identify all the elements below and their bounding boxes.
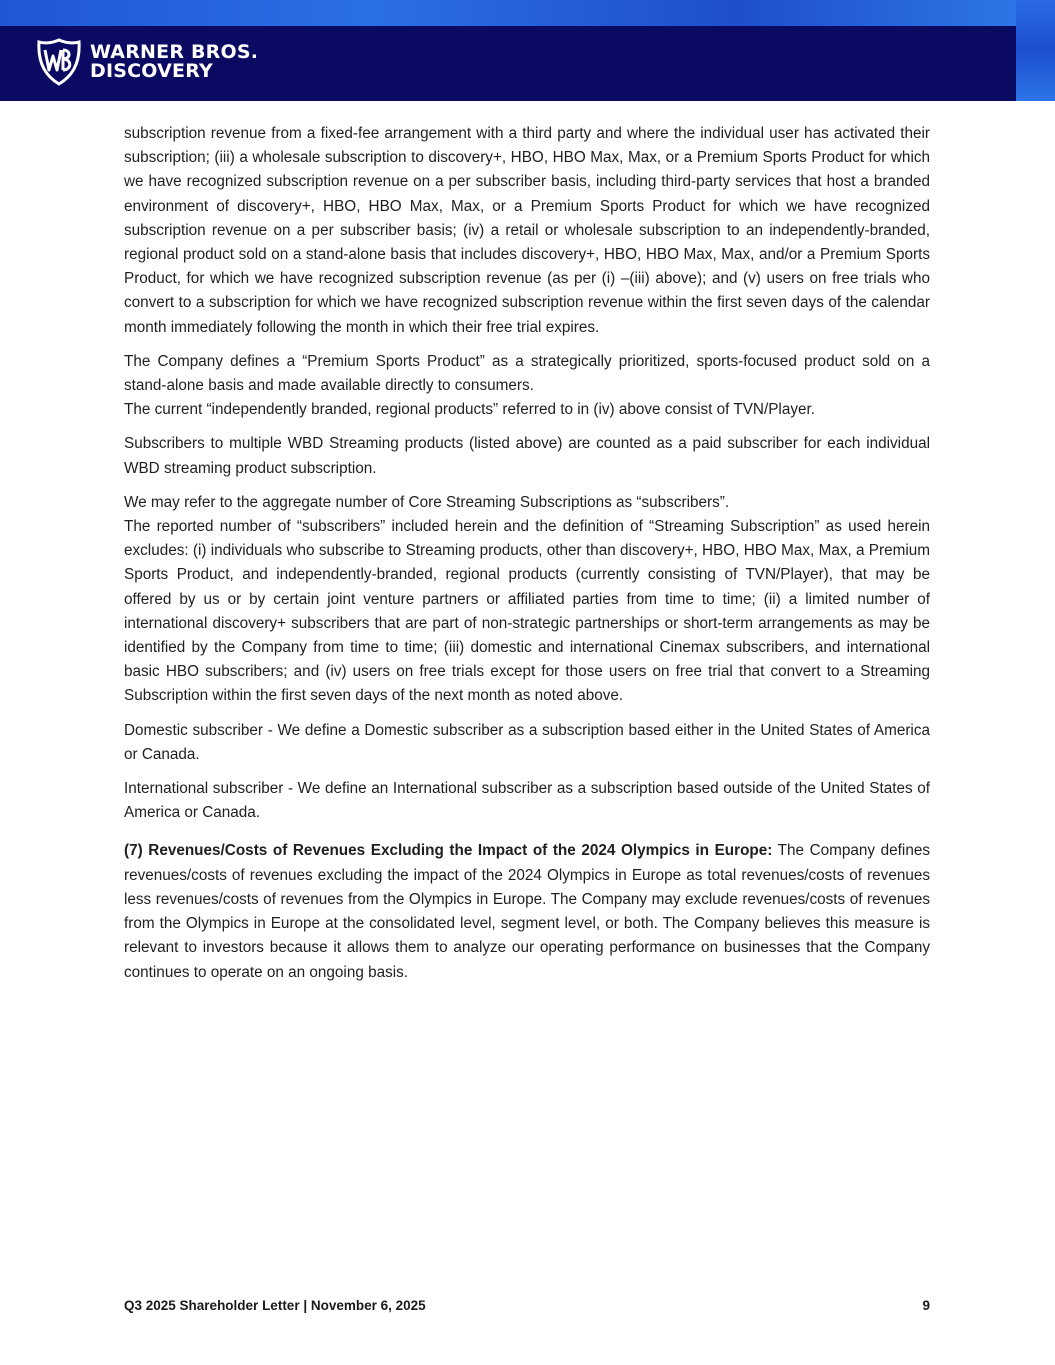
brand-line-1: WARNER BROS. <box>90 41 259 63</box>
paragraph-premium-sports: The Company defines a “Premium Sports Product” as a strategically prioritized, sports-focused product sold on a stand-alone basis and made available directly to consumers. <box>124 352 930 395</box>
wb-shield-icon <box>36 38 82 86</box>
paragraph-exclusions: The reported number of “subscribers” included herein and the definition of “Streaming Subscription” as used herein excludes: (i) individuals who subscribe to Streaming products, other than discovery+, HBO, HBO Max, Max, a Premium Sports Product, and independently-branded, regional products (currently consisting of TVN/Player), that may be offered by us or by certain joint venture partners or affiliated parties from time to time; (ii) a limited number of international discovery+ subscribers that are part of non-strategic partnerships or short-term arrangements as may be identified by the Company from time to time; (iii) domestic and international Cinemax subscribers, and international basic HBO subscribers; and (iv) users on free trials except for those users on free trial that convert to a Streaming Subscription within the first seven days of the next month as noted above. <box>124 518 930 705</box>
paragraph-olympics-measure <box>124 839 930 984</box>
brand-name <box>90 43 258 81</box>
document-body <box>124 122 930 995</box>
header-top-band <box>0 0 1055 26</box>
paragraph-regional-products: The current “independently branded, regional products” referred to in (iv) above consist of TVN/Player. <box>124 401 815 419</box>
footer-document-title: Q3 2025 Shareholder Letter | November 6, 2025 <box>124 1298 426 1313</box>
page-footer <box>124 1298 930 1313</box>
section-7-heading: (7) Revenues/Costs of Revenues Excluding the Impact of the 2024 Olympics in Europe: <box>124 842 773 860</box>
paragraph-subscribers-term: We may refer to the aggregate number of Core Streaming Subscriptions as “subscribers”. <box>124 493 730 511</box>
page-number: 9 <box>922 1298 930 1313</box>
paragraph-domestic-subscriber: Domestic subscriber - We define a Domestic subscriber as a subscription based either in the United States of America or Canada. <box>124 721 930 763</box>
paragraph-multiple-products: Subscribers to multiple WBD Streaming products (listed above) are counted as a paid subscriber for each individual WBD streaming product subscription. <box>124 435 930 477</box>
header-right-band <box>1016 0 1055 101</box>
paragraph-international-subscriber: International subscriber - We define an International subscriber as a subscription based outside of the United States of America or Canada. <box>124 780 930 822</box>
brand-line-2: DISCOVERY <box>90 60 213 82</box>
page-header <box>0 0 1055 101</box>
company-logo[interactable] <box>36 38 258 86</box>
paragraph-subscription-definition: subscription revenue from a fixed-fee arrangement with a third party and where the individual user has activated their subscription; (iii) a wholesale subscription to discovery+, HBO, HBO Max, Max, or a Premium Sports Product for which we have recognized subscription revenue on a per subscriber basis, including third-party services that host a branded environment of discovery+, HBO, HBO Max, Max, or a Premium Sports Product for which we have recognized subscription revenue on a per subscriber basis; (iv) a retail or wholesale subscription to an independently-branded, regional product sold on a stand-alone basis that includes discovery+, HBO, HBO Max, Max, and/or a Premium Sports Product, for which we have recognized subscription revenue (as per (i) –(iii) above); and (v) users on free trials who convert to a subscription for which we have recognized subscription revenue within the first seven days of the calendar month immediately following the month in which their free trial expires. <box>124 125 930 336</box>
section-7-text: The Company defines revenues/costs of revenues excluding the impact of the 2024 Olympics in Europe as total revenues/costs of revenues less revenues/costs of revenues from the Olympics in Europe. The Company may exclude revenues/costs of revenues from the Olympics in Europe at the consolidated level, segment level, or both. The Company believes this measure is relevant to investors because it allows them to analyze our operating performance on businesses that the Company continues to operate on an ongoing basis. <box>124 842 930 981</box>
